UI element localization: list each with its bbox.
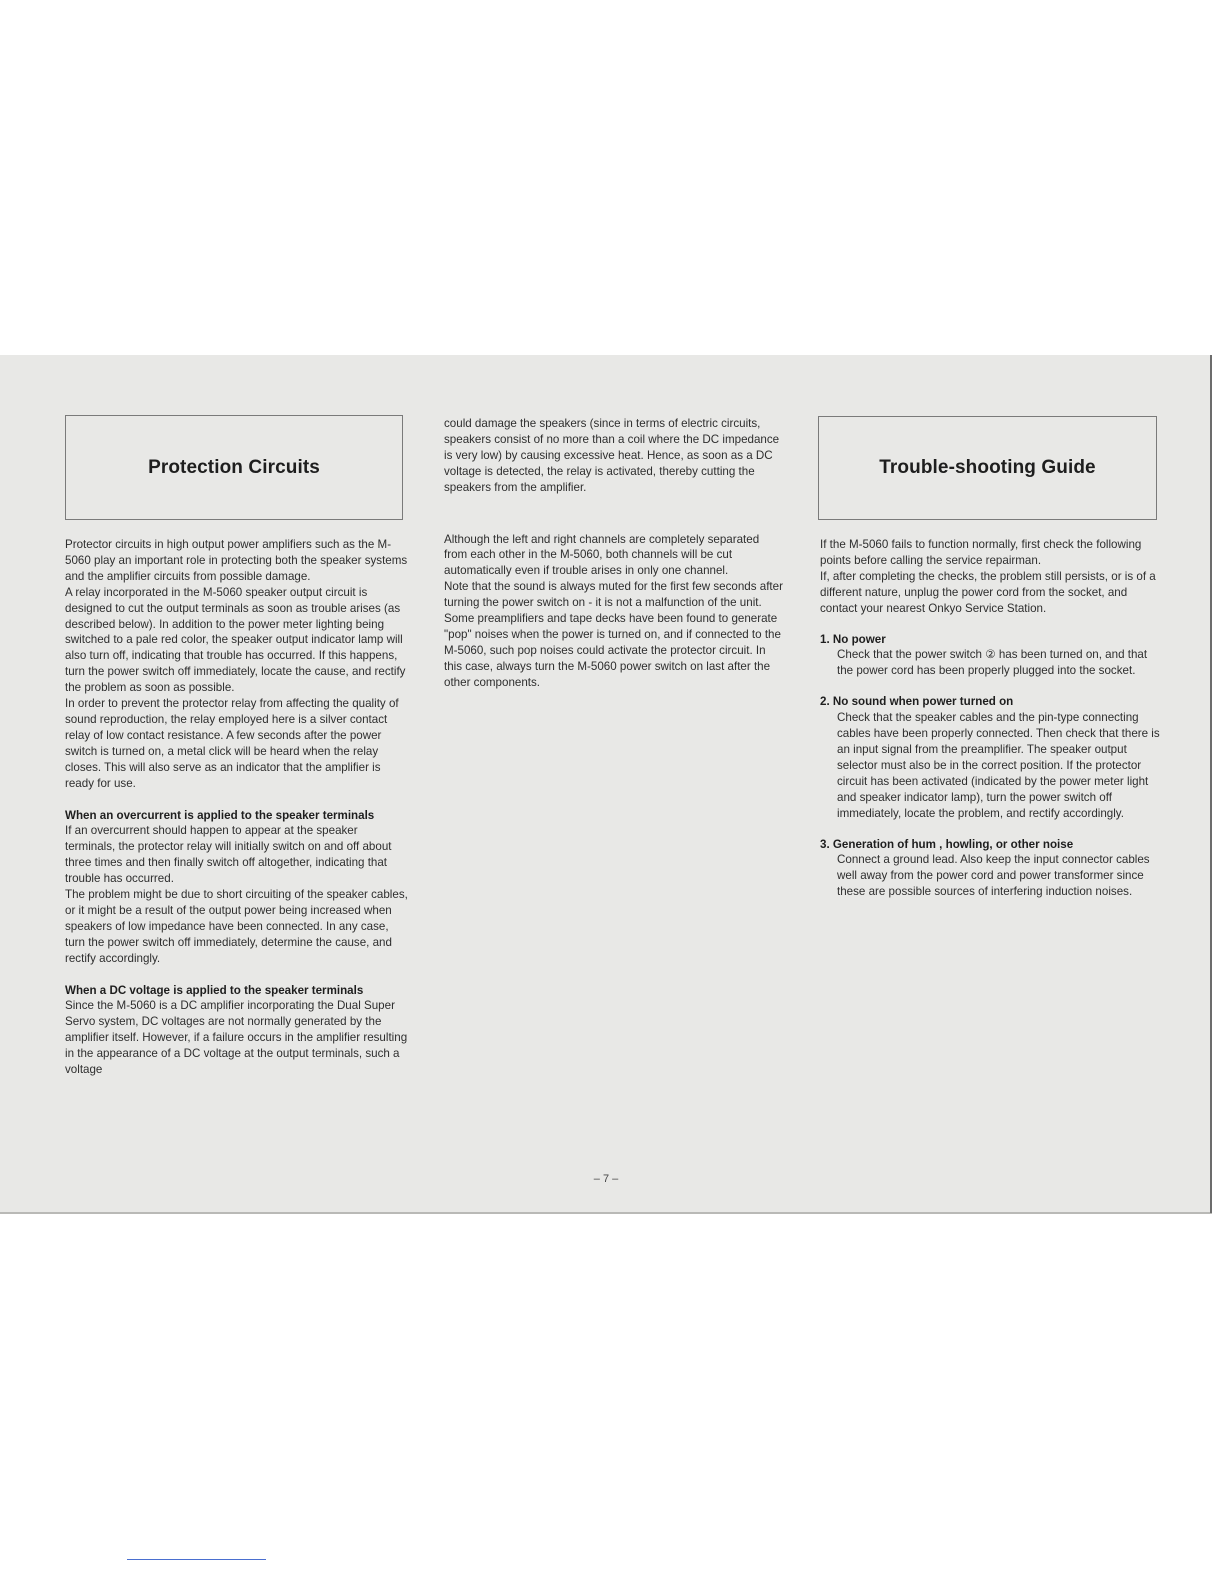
middle-paragraph: Although the left and right channels are completely separated from each other in the M-5060, both channels will be cut automatically even if trouble arises in only one channel. — [444, 532, 760, 578]
troubleshooting-item — [820, 694, 1165, 821]
manual-page — [0, 355, 1212, 1214]
troubleshooting-item — [820, 632, 1165, 680]
item-heading: 3. Generation of hum , howling, or other noise — [820, 837, 1074, 851]
overcurrent-paragraph: The problem might be due to short circuiting of the speaker cables, or it might be a result of the output power being increased when speakers of low impedance have been connected. In any case, turn the power switch off immediately, determine the cause, and rectify accordingly. — [65, 888, 408, 965]
trouble-shooting-title-box — [818, 416, 1157, 520]
middle-paragraph: Note that the sound is always muted for the first few seconds after turning the power switch on - it is not a malfunction of the unit. — [444, 580, 783, 610]
page-number: – 7 – — [593, 1173, 619, 1185]
middle-column — [444, 416, 784, 691]
protection-circuits-title: Protection Circuits — [148, 456, 320, 478]
left-paragraph: A relay incorporated in the M-5060 speaker output circuit is designed to cut the output terminals as soon as trouble arises (as described below). In addition to the power meter lighting being switched to a pale red color, the speaker output indicator lamp will also turn off, indicating that trouble has occurred. If this happens, turn the power switch off immediately, locate the cause, and rectify the problem as soon as possible. — [65, 585, 406, 695]
right-column — [820, 537, 1165, 900]
left-paragraph: Protector circuits in high output power amplifiers such as the M-5060 play an important role in protecting both the speaker systems and the amplifier circuits from possible damage. — [65, 538, 408, 583]
left-paragraph: In order to prevent the protector relay from affecting the quality of sound reproduction, the relay employed here is a silver contact relay of low contact resistance. A few seconds after the power switch is turned on, a metal click will be heard when the relay closes. This will also serve as an indicator that the amplifier is ready for use. — [65, 697, 399, 790]
troubleshooting-intro: If, after completing the checks, the problem still persists, or is of a different nature, unplug the power cord from the socket, and contact your nearest Onkyo Service Station. — [820, 569, 1156, 615]
middle-paragraph: Some preamplifiers and tape decks have been found to generate "pop" noises when the power is turned on, and if connected to the M-5060, such pop noises could activate the protector circuit. In this case, always turn the M-5060 power switch on last after the other components. — [444, 612, 781, 689]
dc-voltage-heading: When a DC voltage is applied to the speaker terminals — [65, 983, 364, 997]
protection-circuits-title-box — [65, 415, 403, 520]
item-body: Connect a ground lead. Also keep the input connector cables well away from the power cord and power transformer since these are possible sources of interfering induction noises. — [837, 853, 1150, 899]
overcurrent-heading: When an overcurrent is applied to the speaker terminals — [65, 808, 375, 822]
troubleshooting-intro: If the M-5060 fails to function normally, first check the following points before calling the service repairman. — [820, 538, 1142, 567]
footer-rule — [127, 1559, 266, 1560]
trouble-shooting-title: Trouble-shooting Guide — [879, 457, 1096, 478]
middle-continuation: could damage the speakers (since in terms of electric circuits, speakers consist of no more than a coil where the DC impedance is very low) by causing excessive heat. Hence, as soon as a DC voltage is detected, the relay is activated, thereby cutting the speakers from the amplifier. — [444, 417, 780, 494]
troubleshooting-item — [820, 837, 1165, 901]
dc-voltage-paragraph: Since the M-5060 is a DC amplifier incorporating the Dual Super Servo system, DC voltages are not normally generated by the amplifier itself. However, if a failure occurs in the amplifier resulting in the appearance of a DC voltage at the output terminals, such a voltage — [65, 999, 408, 1077]
page-edge-shadow — [1210, 355, 1212, 1213]
item-heading: 1. No power — [820, 632, 886, 646]
item-body: Check that the power switch ② has been turned on, and that the power cord has been properly plugged into the socket. — [837, 648, 1148, 678]
item-heading: 2. No sound when power turned on — [820, 695, 1014, 709]
overcurrent-paragraph: If an overcurrent should happen to appear at the speaker terminals, the protector relay will initially switch on and off about three times and then finally switch off altogether, indicating that trouble has occurred. — [65, 824, 392, 886]
left-column — [65, 537, 410, 1078]
item-body: Check that the speaker cables and the pin-type connecting cables have been properly connected. Then check that there is an input signal from the preamplifier. The speaker output selector must also be in the correct position. If the protector circuit has been activated (indicated by the power meter light and speaker indicator lamp), turn the power switch off immediately, locate the problem, and rectify accordingly. — [837, 711, 1160, 820]
